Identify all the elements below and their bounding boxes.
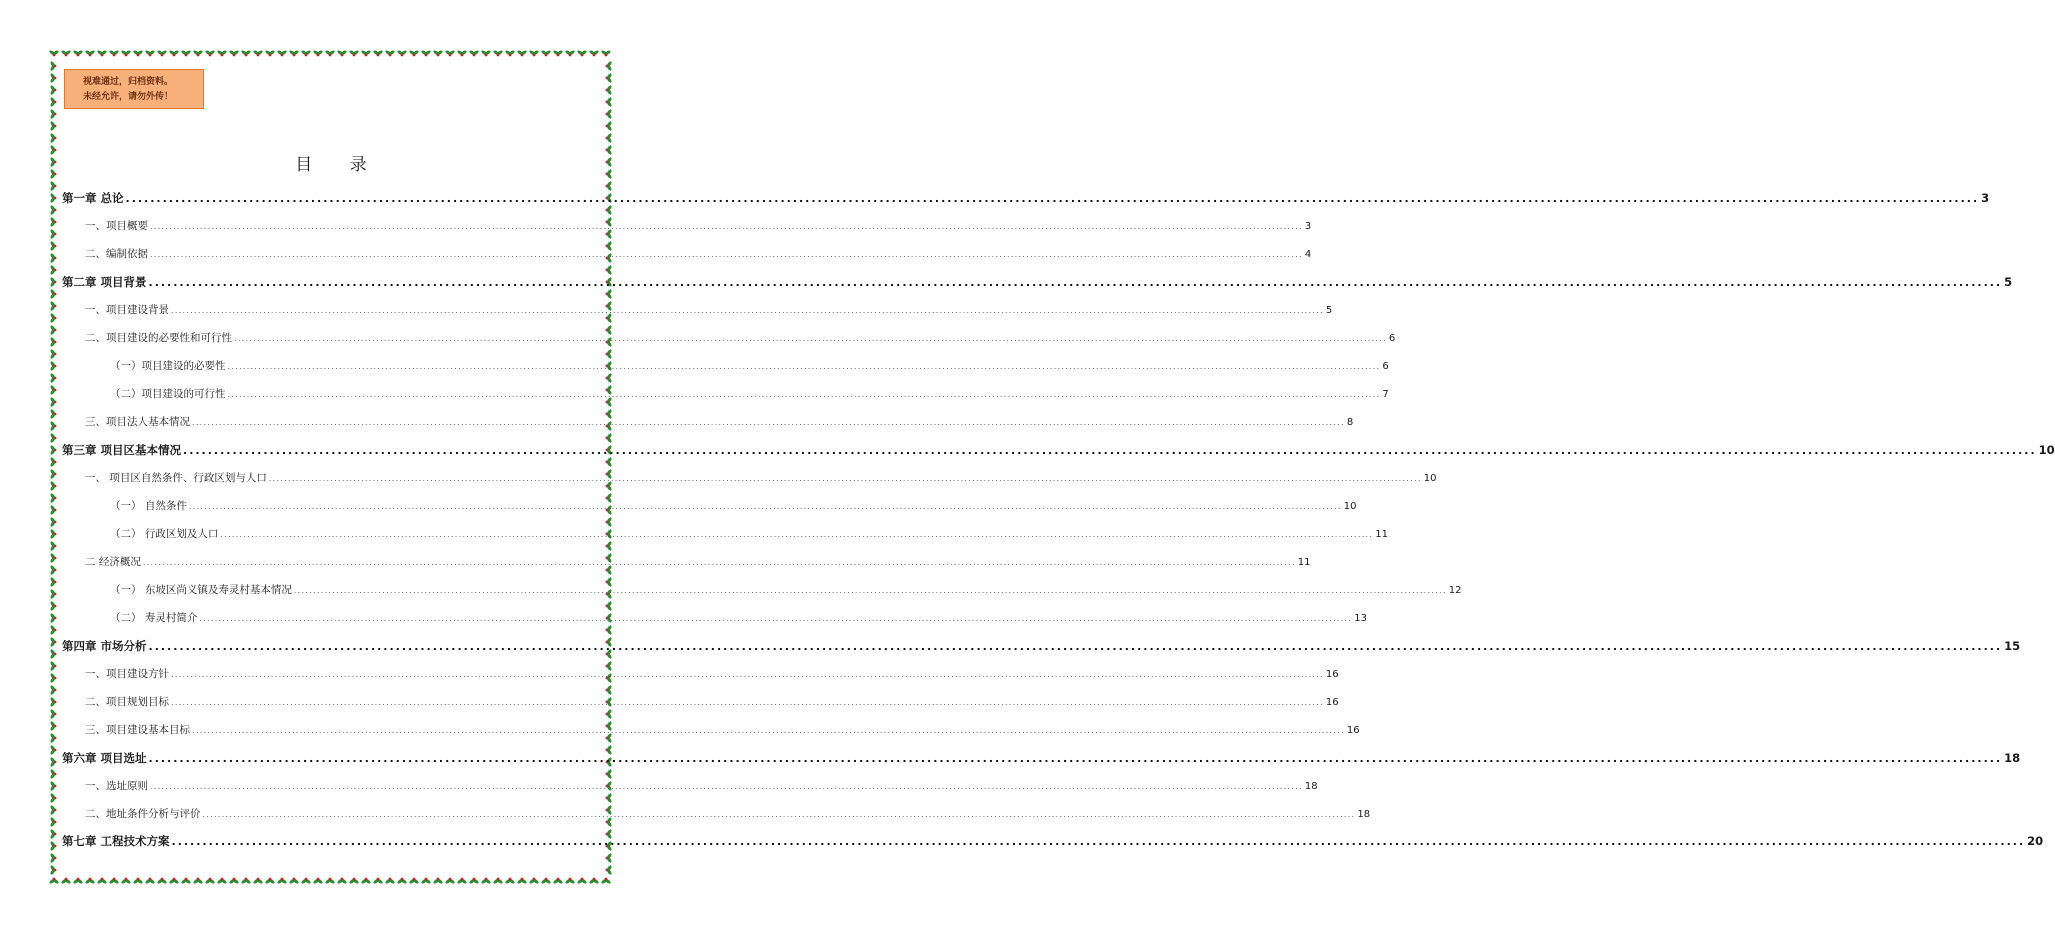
toc-chapter-entry[interactable] (62, 750, 2021, 770)
holly-leaf-icon (169, 878, 180, 885)
holly-leaf-icon (50, 637, 57, 648)
notice-line-2: 未经允许，请勿外传！ (83, 92, 174, 102)
holly-leaf-icon (50, 217, 57, 228)
holly-leaf-icon (50, 277, 57, 288)
holly-leaf-icon (253, 50, 264, 57)
toc-page-number: 10 (2038, 443, 2055, 457)
holly-leaf-icon (50, 433, 57, 444)
holly-leaf-icon (606, 709, 613, 720)
holly-leaf-icon (421, 878, 432, 885)
holly-leaf-icon (50, 733, 57, 744)
holly-leaf-icon (481, 50, 492, 57)
holly-leaf-icon (50, 337, 57, 348)
holly-leaf-icon (606, 457, 613, 468)
holly-leaf-icon (205, 878, 216, 885)
holly-leaf-icon (50, 265, 57, 276)
holly-leaf-icon (50, 505, 57, 516)
holly-leaf-icon (109, 50, 120, 57)
holly-leaf-icon (606, 85, 613, 96)
dot-leader: ............................................................................................................................................................................................................................................................................................................ (148, 276, 2003, 289)
toc-entry[interactable] (62, 498, 1357, 518)
holly-leaf-icon (565, 50, 576, 57)
holly-leaf-icon (606, 181, 613, 192)
holly-leaf-icon (529, 878, 540, 885)
toc-page-number: 7 (1382, 389, 1389, 400)
toc-chapter-entry[interactable] (62, 833, 2044, 853)
toc-page-number: 16 (1346, 725, 1360, 736)
toc-entry-label: 第一章 总论 (62, 191, 124, 205)
holly-leaf-icon (50, 841, 57, 852)
dot-leader: ............................................................................................................................................................................................................................................................................................................ (227, 390, 1381, 399)
dot-leader: ............................................................................................................................................................................................................................................................................................................ (188, 502, 1342, 511)
holly-leaf-icon (265, 878, 276, 885)
dot-leader: ............................................................................................................................................................................................................................................................................................................ (171, 698, 1324, 707)
toc-entry[interactable] (62, 722, 1360, 742)
holly-leaf-icon (50, 829, 57, 840)
holly-leaf-icon (50, 301, 57, 312)
holly-leaf-icon (606, 625, 613, 636)
toc-entry[interactable] (62, 666, 1339, 686)
holly-leaf-icon (325, 50, 336, 57)
dot-leader: ............................................................................................................................................................................................................................................................................................................ (268, 474, 1422, 483)
toc-entry[interactable] (62, 610, 1367, 630)
holly-leaf-icon (277, 50, 288, 57)
holly-leaf-icon (601, 50, 612, 57)
holly-leaf-icon (73, 50, 84, 57)
holly-leaf-icon (606, 61, 613, 72)
holly-leaf-icon (50, 865, 57, 876)
dot-leader: ............................................................................................................................................................................................................................................................................................................ (148, 640, 2003, 653)
toc-entry-label: 一、项目建设方针 (85, 668, 169, 680)
toc-entry-label: 三、项目法人基本情况 (85, 416, 190, 428)
holly-leaf-icon (265, 50, 276, 57)
toc-page-number: 5 (2004, 275, 2013, 289)
toc-entry-label: （一）项目建设的必要性 (110, 360, 226, 372)
holly-leaf-icon (61, 50, 72, 57)
dot-leader: ............................................................................................................................................................................................................................................................................................................ (202, 810, 1356, 819)
dot-leader: ............................................................................................................................................................................................................................................................................................................ (150, 250, 1303, 259)
holly-leaf-icon (50, 517, 57, 528)
holly-leaf-icon (50, 85, 57, 96)
toc-page-number: 15 (2004, 639, 2021, 653)
holly-leaf-icon (565, 878, 576, 885)
toc-entry-label: 第七章 工程技术方案 (62, 834, 170, 848)
toc-page-number: 11 (1375, 529, 1388, 540)
holly-leaf-icon (606, 349, 613, 360)
holly-leaf-icon (589, 50, 600, 57)
toc-entry[interactable] (62, 806, 1371, 826)
holly-leaf-icon (313, 878, 324, 885)
holly-leaf-icon (50, 133, 57, 144)
toc-chapter-entry[interactable] (62, 442, 2055, 462)
holly-leaf-icon (517, 50, 528, 57)
toc-page-number: 10 (1343, 501, 1357, 512)
holly-leaf-icon (289, 50, 300, 57)
toc-entry[interactable] (62, 526, 1388, 546)
holly-leaf-icon (373, 878, 384, 885)
holly-leaf-icon (50, 181, 57, 192)
toc-page-number: 5 (1325, 305, 1333, 316)
toc-entry-label: （一） 东坡区尚义镇及寿灵村基本情况 (110, 584, 292, 596)
holly-leaf-icon (50, 661, 57, 672)
holly-leaf-icon (205, 50, 216, 57)
holly-leaf-icon (241, 878, 252, 885)
holly-leaf-icon (50, 529, 57, 540)
holly-leaf-icon (61, 878, 72, 885)
holly-leaf-icon (50, 349, 57, 360)
holly-leaf-icon (50, 253, 57, 264)
holly-leaf-icon (50, 73, 57, 84)
toc-entry-label: （二） 行政区划及人口 (110, 528, 219, 540)
holly-leaf-icon (541, 50, 552, 57)
confidential-notice (64, 69, 204, 109)
toc-chapter-entry[interactable] (62, 274, 2013, 294)
holly-leaf-icon (50, 205, 57, 216)
toc-page-number: 13 (1354, 613, 1367, 624)
toc-entry[interactable] (62, 246, 1312, 266)
holly-leaf-icon (50, 493, 57, 504)
holly-leaf-icon (553, 878, 564, 885)
toc-page-number: 3 (1981, 191, 1990, 205)
holly-leaf-icon (193, 50, 204, 57)
holly-leaf-icon (181, 50, 192, 57)
holly-leaf-icon (73, 878, 84, 885)
holly-leaf-icon (606, 205, 613, 216)
holly-leaf-icon (606, 265, 613, 276)
holly-leaf-icon (97, 878, 108, 885)
dot-leader: ............................................................................................................................................................................................................................................................................................................ (171, 670, 1324, 679)
holly-leaf-icon (50, 469, 57, 480)
holly-leaf-icon (277, 878, 288, 885)
holly-leaf-icon (50, 745, 57, 756)
holly-leaf-icon (50, 769, 57, 780)
dot-leader: ............................................................................................................................................................................................................................................................................................................ (148, 752, 2003, 765)
holly-leaf-icon (50, 613, 57, 624)
holly-leaf-icon (50, 361, 57, 372)
holly-leaf-icon (385, 878, 396, 885)
dot-leader: ............................................................................................................................................................................................................................................................................................................ (234, 334, 1387, 343)
holly-leaf-icon (50, 61, 57, 72)
holly-leaf-icon (50, 673, 57, 684)
holly-leaf-icon (385, 50, 396, 57)
toc-page-number: 18 (2004, 751, 2021, 765)
holly-leaf-icon (133, 878, 144, 885)
holly-leaf-icon (601, 878, 612, 885)
toc-entry-label: 一、项目建设背景 (85, 304, 169, 316)
toc-entry-label: 二、地址条件分析与评价 (85, 808, 201, 820)
holly-leaf-icon (553, 50, 564, 57)
dot-leader: ............................................................................................................................................................................................................................................................................................................ (142, 558, 1296, 567)
holly-leaf-icon (313, 50, 324, 57)
dot-leader: ............................................................................................................................................................................................................................................................................................................ (150, 782, 1303, 791)
holly-leaf-icon (50, 577, 57, 588)
holly-leaf-icon (606, 541, 613, 552)
holly-leaf-icon (397, 878, 408, 885)
holly-leaf-icon (97, 50, 108, 57)
holly-leaf-icon (109, 878, 120, 885)
holly-leaf-icon (145, 50, 156, 57)
holly-leaf-icon (289, 878, 300, 885)
holly-leaf-icon (50, 385, 57, 396)
holly-leaf-icon (229, 50, 240, 57)
dot-leader: ............................................................................................................................................................................................................................................................................................................ (171, 306, 1324, 315)
holly-leaf-icon (606, 433, 613, 444)
toc-entry-label: 第三章 项目区基本情况 (62, 443, 182, 457)
holly-leaf-icon (50, 121, 57, 132)
toc-entry[interactable] (62, 386, 1389, 406)
toc-entry-label: 二、项目规划目标 (85, 696, 169, 708)
toc-chapter-entry[interactable] (62, 638, 2021, 658)
holly-leaf-icon (445, 50, 456, 57)
toc-entry[interactable] (62, 694, 1339, 714)
holly-leaf-icon (50, 685, 57, 696)
holly-leaf-icon (253, 878, 264, 885)
holly-leaf-icon (50, 97, 57, 108)
holly-leaf-icon (433, 878, 444, 885)
holly-leaf-icon (85, 50, 96, 57)
holly-leaf-icon (50, 313, 57, 324)
holly-leaf-icon (606, 853, 613, 864)
holly-leaf-icon (169, 50, 180, 57)
holly-leaf-icon (606, 289, 613, 300)
holly-leaf-icon (606, 97, 613, 108)
holly-leaf-icon (145, 878, 156, 885)
holly-leaf-icon (373, 50, 384, 57)
holly-leaf-icon (50, 757, 57, 768)
holly-leaf-icon (337, 878, 348, 885)
holly-leaf-icon (50, 229, 57, 240)
toc-title: 目 录 (295, 155, 383, 175)
holly-leaf-icon (50, 709, 57, 720)
holly-leaf-icon (229, 878, 240, 885)
holly-leaf-icon (606, 793, 613, 804)
holly-leaf-icon (541, 878, 552, 885)
holly-leaf-icon (85, 878, 96, 885)
dot-leader: ............................................................................................................................................................................................................................................................................................................ (125, 192, 1980, 205)
holly-leaf-icon (361, 878, 372, 885)
holly-leaf-icon (121, 878, 132, 885)
holly-leaf-icon (157, 50, 168, 57)
holly-leaf-icon (421, 50, 432, 57)
holly-leaf-icon (50, 721, 57, 732)
holly-leaf-icon (469, 50, 480, 57)
holly-leaf-icon (157, 878, 168, 885)
holly-leaf-icon (50, 241, 57, 252)
toc-entry-label: 一、项目概要 (85, 220, 148, 232)
holly-leaf-icon (50, 109, 57, 120)
holly-leaf-icon (606, 109, 613, 120)
holly-leaf-icon (50, 445, 57, 456)
holly-leaf-icon (606, 517, 613, 528)
holly-leaf-icon (301, 878, 312, 885)
holly-leaf-icon (606, 685, 613, 696)
holly-leaf-icon (349, 50, 360, 57)
holly-leaf-icon (50, 421, 57, 432)
holly-leaf-icon (49, 50, 60, 57)
holly-leaf-icon (50, 601, 57, 612)
holly-leaf-icon (606, 121, 613, 132)
toc-entry-label: 一、 项目区自然条件、行政区划与人口 (85, 472, 267, 484)
holly-leaf-icon (193, 878, 204, 885)
toc-page-number: 12 (1448, 585, 1462, 596)
holly-leaf-icon (50, 781, 57, 792)
holly-leaf-icon (50, 553, 57, 564)
toc-page-number: 11 (1297, 557, 1311, 568)
holly-leaf-icon (50, 805, 57, 816)
holly-leaf-icon (445, 878, 456, 885)
holly-leaf-icon (505, 50, 516, 57)
holly-leaf-icon (481, 878, 492, 885)
holly-leaf-icon (589, 878, 600, 885)
holly-leaf-icon (50, 649, 57, 660)
holly-leaf-icon (50, 457, 57, 468)
holly-leaf-icon (409, 878, 420, 885)
holly-leaf-icon (50, 541, 57, 552)
holly-leaf-icon (397, 50, 408, 57)
holly-leaf-icon (217, 878, 228, 885)
holly-leaf-icon (181, 878, 192, 885)
toc-entry-label: 二、项目建设的必要性和可行性 (85, 332, 232, 344)
holly-leaf-icon (50, 697, 57, 708)
holly-leaf-icon (529, 50, 540, 57)
toc-page-number: 10 (1423, 473, 1437, 484)
toc-entry[interactable] (62, 358, 1389, 378)
toc-entry[interactable] (62, 582, 1462, 602)
holly-leaf-icon (469, 878, 480, 885)
dot-leader: ............................................................................................................................................................................................................................................................................................................ (227, 362, 1381, 371)
toc-entry-label: 第四章 市场分析 (62, 639, 147, 653)
toc-page-number: 4 (1304, 249, 1312, 260)
toc-entry[interactable] (62, 218, 1312, 238)
holly-leaf-icon (49, 878, 60, 885)
holly-leaf-icon (50, 793, 57, 804)
toc-entry-label: （二）项目建设的可行性 (110, 388, 226, 400)
toc-page-number: 18 (1304, 781, 1318, 792)
toc-entry[interactable] (62, 302, 1333, 322)
holly-leaf-icon (606, 865, 613, 876)
toc-entry-label: 第二章 项目背景 (62, 275, 147, 289)
toc-page-number: 20 (2027, 834, 2044, 848)
holly-leaf-icon (606, 769, 613, 780)
holly-leaf-icon (50, 325, 57, 336)
holly-leaf-icon (50, 625, 57, 636)
toc-chapter-entry[interactable] (62, 190, 1990, 210)
holly-leaf-icon (50, 565, 57, 576)
holly-leaf-icon (606, 373, 613, 384)
holly-leaf-icon (241, 50, 252, 57)
toc-page-number: 6 (1388, 333, 1396, 344)
holly-leaf-icon (301, 50, 312, 57)
toc-entry-label: 第六章 项目选址 (62, 751, 147, 765)
holly-leaf-icon (505, 878, 516, 885)
dot-leader: ............................................................................................................................................................................................................................................................................................................ (220, 530, 1374, 539)
dot-leader: ............................................................................................................................................................................................................................................................................................................ (171, 835, 2026, 848)
toc-entry-label: 一、选址原则 (85, 780, 148, 792)
holly-leaf-icon (577, 878, 588, 885)
dot-leader: ............................................................................................................................................................................................................................................................................................................ (192, 726, 1345, 735)
holly-leaf-icon (50, 373, 57, 384)
dot-leader: ............................................................................................................................................................................................................................................................................................................ (192, 418, 1345, 427)
holly-leaf-icon (50, 397, 57, 408)
dot-leader: ............................................................................................................................................................................................................................................................................................................ (199, 614, 1353, 623)
holly-leaf-icon (217, 50, 228, 57)
holly-leaf-icon (361, 50, 372, 57)
holly-leaf-icon (577, 50, 588, 57)
holly-leaf-icon (50, 193, 57, 204)
holly-leaf-icon (606, 601, 613, 612)
notice-line-1: 视难通过，归档资料。 (83, 77, 174, 87)
holly-leaf-icon (606, 73, 613, 84)
toc-entry[interactable] (62, 414, 1354, 434)
holly-leaf-icon (493, 50, 504, 57)
toc-page-number: 16 (1325, 669, 1339, 680)
toc-entry[interactable] (62, 330, 1396, 350)
holly-leaf-icon (50, 853, 57, 864)
toc-entry-label: 三、项目建设基本目标 (85, 724, 190, 736)
toc-page-number: 3 (1304, 221, 1312, 232)
holly-leaf-icon (606, 133, 613, 144)
holly-leaf-icon (50, 481, 57, 492)
toc-entry[interactable] (62, 470, 1437, 490)
dot-leader: ............................................................................................................................................................................................................................................................................................................ (150, 222, 1303, 231)
toc-entry[interactable] (62, 778, 1318, 798)
holly-leaf-icon (517, 878, 528, 885)
toc-entry-label: 二 经济概况 (85, 556, 141, 568)
holly-leaf-icon (50, 409, 57, 420)
toc-entry-label: （一） 自然条件 (110, 500, 187, 512)
toc-page-number: 8 (1346, 417, 1354, 428)
holly-leaf-icon (50, 589, 57, 600)
holly-leaf-icon (457, 878, 468, 885)
holly-leaf-icon (50, 289, 57, 300)
holly-leaf-icon (133, 50, 144, 57)
holly-leaf-icon (433, 50, 444, 57)
holly-leaf-icon (121, 50, 132, 57)
toc-entry[interactable] (62, 554, 1311, 574)
holly-leaf-icon (325, 878, 336, 885)
toc-entry-label: （二） 寿灵村简介 (110, 612, 198, 624)
holly-leaf-icon (50, 817, 57, 828)
toc-entry-label: 二、编制依据 (85, 248, 148, 260)
holly-leaf-icon (493, 878, 504, 885)
toc-page-number: 16 (1325, 697, 1339, 708)
dot-leader: ............................................................................................................................................................................................................................................................................................................ (293, 586, 1447, 595)
dot-leader: ............................................................................................................................................................................................................................................................................................................ (183, 444, 2037, 457)
toc-page-number: 6 (1382, 361, 1389, 372)
holly-leaf-icon (457, 50, 468, 57)
toc-page-number: 18 (1357, 809, 1371, 820)
holly-leaf-icon (349, 878, 360, 885)
holly-leaf-icon (337, 50, 348, 57)
holly-leaf-icon (409, 50, 420, 57)
